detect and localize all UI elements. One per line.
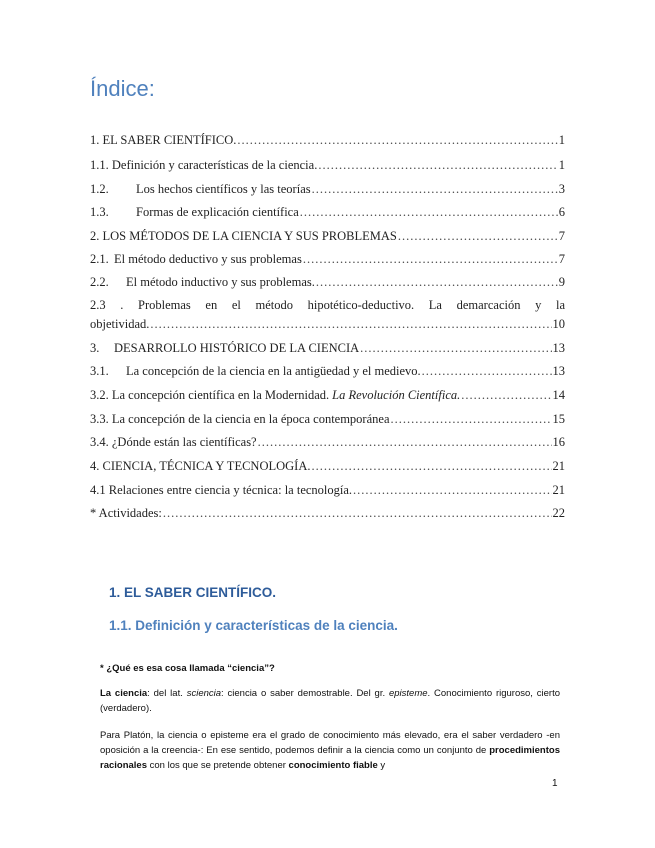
toc-entry-label: objetividad. [90,317,150,331]
toc-entry[interactable] [90,340,565,356]
toc-entry-page: 21 [552,483,565,497]
toc-entry-number: 1.2. [90,182,109,196]
toc-entry[interactable] [90,458,565,474]
term: La ciencia [100,688,148,699]
toc-entry-number: 2.2. [90,275,109,289]
toc-entry[interactable] [90,363,565,379]
text-run: con los que se pretende obtener [147,760,289,771]
bold-run: procedimientos racionales [100,745,560,771]
toc-leader-dots [150,316,551,332]
section-heading: 1. EL SABER CIENTÍFICO. [109,585,277,600]
toc-entry[interactable] [90,251,565,267]
toc-entry-page: 3 [558,182,565,196]
toc-leader-dots [237,132,557,148]
toc-entry-label: El método inductivo y sus problemas. [126,275,315,289]
toc-entry[interactable] [90,181,565,197]
toc-entry-page: 1 [558,133,565,147]
toc-entry-label: Los hechos científicos y las teorías [136,182,311,196]
toc-entry-label-italic: La Revolución Científica. [332,388,461,402]
text-run: y [377,760,386,771]
toc-entry[interactable] [90,274,565,290]
toc-entry-label: DESARROLLO HISTÓRICO DE LA CIENCIA [114,341,360,355]
question-text: * ¿Qué es esa cosa llamada “ciencia”? [100,663,275,674]
toc-leader-dots [311,458,551,474]
toc-leader-dots [312,181,558,197]
toc-entry-line[interactable] [90,297,565,313]
toc-entry-label: 2.3 . Problemas en el método hipotético-deductivo. La demarcación y la [90,298,565,312]
toc-entry[interactable] [90,434,565,450]
text-run: . Conocimiento riguroso, cierto (verdadero). [100,688,560,714]
toc-entry-page: 15 [552,412,565,426]
toc-entry[interactable] [90,411,565,427]
text-run: : ciencia o saber demostrable. Del gr. [221,688,389,699]
toc-entry-page: 7 [558,252,565,266]
toc-entry-label: 4.1 Relaciones entre ciencia y técnica: la tecnología. [90,483,353,497]
toc-leader-dots [398,228,558,244]
toc-entry-label: 1. EL SABER CIENTÍFICO. [90,133,237,147]
toc-leader-dots [258,434,552,450]
toc-entry-label: 3.3. La concepción de la ciencia en la época contemporánea [90,412,390,426]
toc-leader-dots [360,340,551,356]
toc-entry-page: 10 [552,317,565,331]
toc-entry-page: 6 [558,205,565,219]
toc-entry-page: 14 [552,388,565,402]
toc-entry[interactable] [90,204,565,220]
text-run: : del lat. [147,688,187,699]
text-run: Para Platón, la ciencia o episteme era el grado de conocimiento más elevado, era el saber verdadero -en oposición a la creencia-: En ese sentido, podemos definir a la ciencia como un conjunto de [100,730,560,756]
toc-leader-dots [316,274,558,290]
toc-entry-number: 3. [90,341,100,355]
toc-entry-label: * Actividades: [90,506,162,520]
toc-leader-dots [318,157,557,173]
toc-leader-dots [391,411,552,427]
toc-entry[interactable] [90,387,565,403]
toc-entry-number: 1.3. [90,205,109,219]
toc-entry[interactable] [90,157,565,173]
toc-entry-page: 1 [558,158,565,172]
bold-run: conocimiento fiable [288,760,378,771]
toc-entry-label: Formas de explicación científica [136,205,299,219]
toc-entry-label: 4. CIENCIA, TÉCNICA Y TECNOLOGÍA. [90,459,311,473]
toc-leader-dots [422,363,552,379]
toc-entry[interactable] [90,505,565,521]
latin-term: sciencia [186,688,222,699]
toc-entry-label: El método deductivo y sus problemas [114,252,302,266]
toc-entry-label: 2. LOS MÉTODOS DE LA CIENCIA Y SUS PROBLEMAS [90,229,397,243]
toc-entry-label: La concepción de la ciencia en la antigüedad y el medievo. [126,364,421,378]
page-number: 1 [552,778,558,789]
toc-leader-dots [303,251,558,267]
toc-entry-number: 3.1. [90,364,109,378]
toc-entry[interactable] [90,132,565,148]
toc-entry-page: 16 [552,435,565,449]
toc-entry-label: 3.4. ¿Dónde están las científicas? [90,435,257,449]
toc-leader-dots [300,204,558,220]
toc-entry-number: 2.1. [90,252,109,266]
subsection-heading: 1.1. Definición y características de la ciencia. [109,618,398,633]
body-paragraph [100,728,560,773]
toc-leader-dots [353,482,551,498]
toc-leader-dots [163,505,552,521]
toc-entry-label: 1.1. Definición y características de la ciencia. [90,158,318,172]
toc-title: Índice: [90,76,155,101]
toc-entry-page: 22 [552,506,565,520]
toc-entry-page: 21 [552,459,565,473]
toc-entry[interactable] [90,482,565,498]
greek-term: episteme [388,688,428,699]
definition-paragraph [100,686,560,716]
toc-entry-label: 3.2. La concepción científica en la Modernidad. [90,388,330,402]
toc-entry-page: 13 [552,364,565,378]
toc-entry[interactable] [90,316,565,332]
toc-leader-dots [461,387,551,403]
toc-entry-page: 7 [558,229,565,243]
toc-entry[interactable] [90,228,565,244]
toc-entry-page: 13 [552,341,565,355]
toc-entry-page: 9 [558,275,565,289]
